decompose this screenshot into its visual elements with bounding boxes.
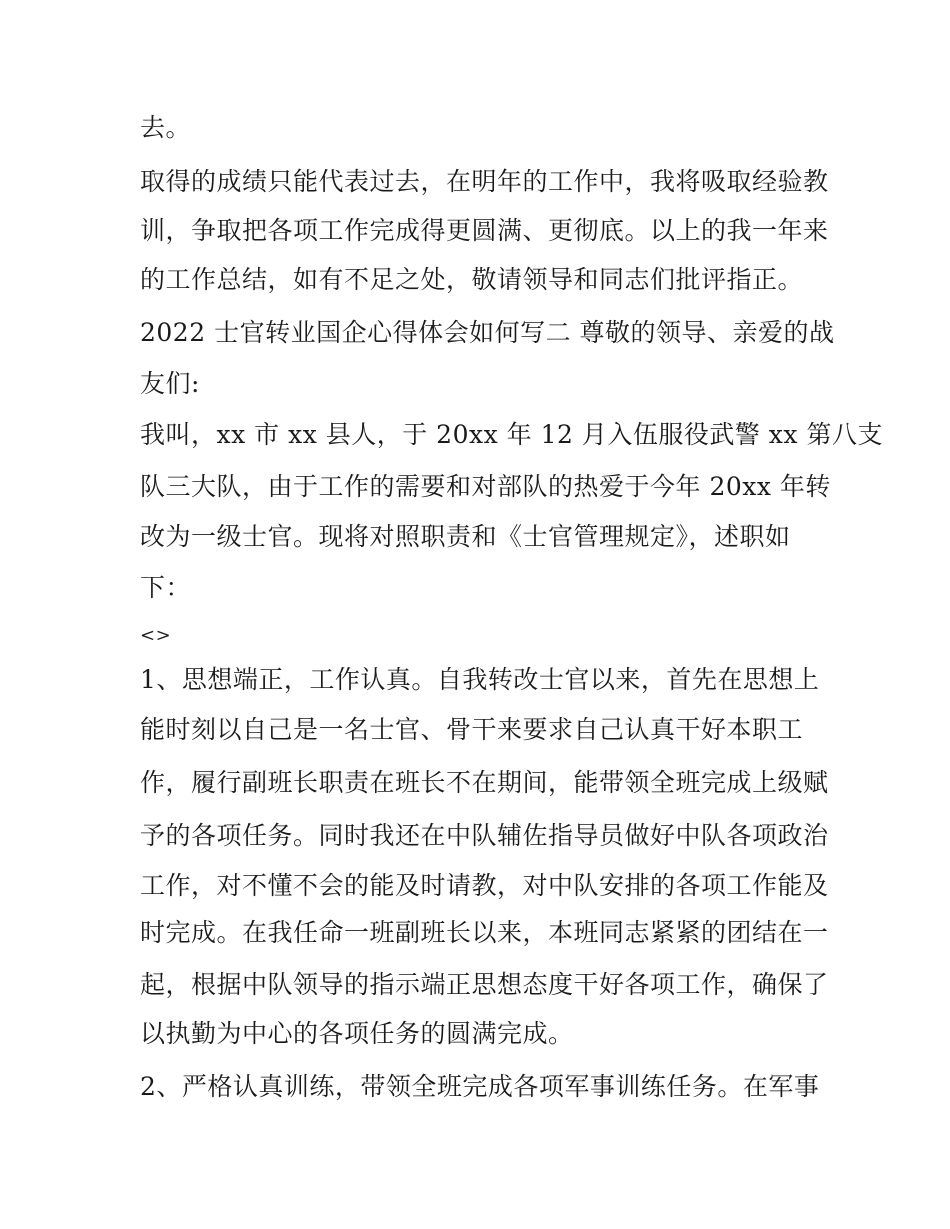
text-line-3: 训，争取把各项工作完成得更圆满、更彻底。以上的我一年来 bbox=[140, 216, 829, 245]
text-line-19: 以执勤为中心的各项任务的圆满完成。 bbox=[140, 1019, 574, 1048]
text-line-7: 我叫，xx 市 xx 县人，于 20xx 年 12 月入伍服役武警 xx 第八支 bbox=[140, 420, 883, 449]
text-line-13: 能时刻以自己是一名士官、骨干来要求自己认真干好本职工 bbox=[140, 715, 804, 744]
text-line-17: 时完成。在我任命一班副班长以来，本班同志紧紧的团结在一 bbox=[140, 918, 829, 947]
text-line-4: 的工作总结，如有不足之处，敬请领导和同志们批评指正。 bbox=[140, 265, 804, 294]
text-line-5: 2022 士官转业国企心得体会如何写二 尊敬的领导、亲爱的战 bbox=[140, 318, 835, 347]
text-line-9: 改为一级士官。现将对照职责和《士官管理规定》，述职如 bbox=[140, 522, 791, 551]
text-line-2: 取得的成绩只能代表过去，在明年的工作中，我将吸取经验教 bbox=[140, 167, 829, 196]
text-line-20: 2、严格认真训练，带领全班完成各项军事训练任务。在军事 bbox=[140, 1072, 820, 1101]
text-line-8: 队三大队，由于工作的需要和对部队的热爱于今年 20xx 年转 bbox=[140, 472, 831, 501]
text-line-6: 友们: bbox=[140, 369, 200, 398]
text-line-15: 予的各项任务。同时我还在中队辅佐指导员做好中队各项政治 bbox=[140, 821, 829, 850]
text-line-14: 作，履行副班长职责在班长不在期间，能带领全班完成上级赋 bbox=[140, 768, 829, 797]
text-line-10: 下： bbox=[140, 573, 192, 602]
text-line-11: <> bbox=[140, 625, 172, 646]
text-line-12: 1、思想端正，工作认真。自我转改士官以来，首先在思想上 bbox=[140, 665, 820, 694]
text-line-1: 去。 bbox=[140, 113, 192, 142]
text-line-18: 起，根据中队领导的指示端正思想态度干好各项工作，确保了 bbox=[140, 970, 829, 999]
text-line-16: 工作，对不懂不会的能及时请教，对中队安排的各项工作能及 bbox=[140, 871, 829, 900]
